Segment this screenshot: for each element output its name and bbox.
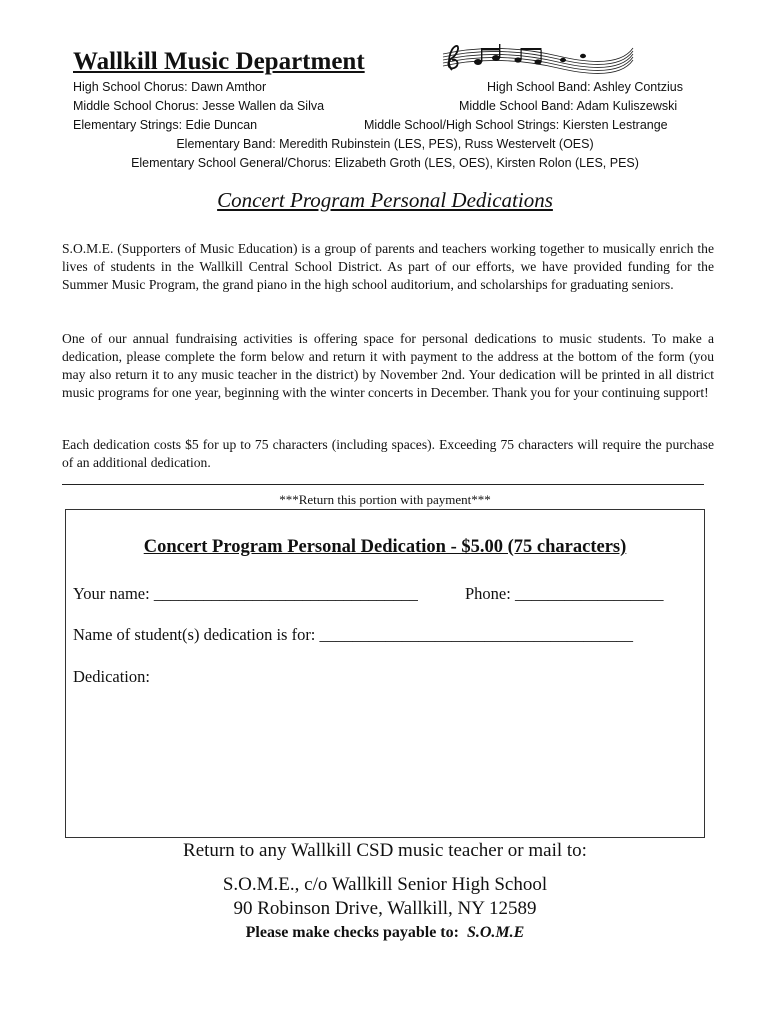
mailing-address-line2: 90 Robinson Drive, Wallkill, NY 12589 [233, 898, 537, 919]
page-subtitle: Concert Program Personal Dedications [217, 188, 553, 212]
checks-payable-note [0, 924, 770, 942]
mailing-address-line1: S.O.M.E., c/o Wallkill Senior High School [222, 874, 548, 895]
staff-hs-chorus: High School Chorus: Dawn Amthor [73, 80, 267, 94]
music-notes-logo [438, 40, 638, 80]
checks-label: Please make checks payable to: [245, 924, 459, 941]
return-portion-note: ***Return this portion with payment*** [279, 492, 491, 507]
staff-ms-chorus: Middle School Chorus: Jesse Wallen da Silva [73, 99, 325, 113]
form-title: Concert Program Personal Dedication - $5.00 (75 characters) [143, 537, 627, 557]
staff-ms-band: Middle School Band: Adam Kuliszewski [459, 99, 678, 113]
dedication-field-label[interactable]: Dedication: [73, 667, 150, 686]
instructions-paragraph: One of our annual fundraising activities is offering space for personal dedications to music students. To make a dedication, please complete the form below and return it with payment to the address at the bottom of the form (you may also return it to any music teacher in the district) by November 2nd. Your dedication will be printed in all district music programs for one year, beginning with the winter concerts in December. Thank you for your continuing support! [62, 331, 714, 400]
student-name-field[interactable]: Name of student(s) dedication is for: ______________________________________ [73, 625, 634, 644]
staff-elem-strings: Elementary Strings: Edie Duncan [73, 118, 258, 132]
department-title: Wallkill Music Department [73, 48, 365, 75]
mail-instruction: Return to any Wallkill CSD music teacher or mail to: [183, 840, 587, 861]
intro-paragraph: S.O.M.E. (Supporters of Music Education) is a group of parents and teachers working together to musically enrich the lives of students in the Wallkill Central School District. As part of our efforts, we have provided funding for the Summer Music Program, the grand piano in the high school auditorium, and scholarships for graduating seniors. [62, 241, 714, 292]
cut-line-divider [62, 484, 704, 485]
staff-mshs-strings: Middle School/High School Strings: Kiersten Lestrange [364, 118, 668, 132]
phone-field[interactable]: Phone: __________________ [465, 584, 664, 603]
staff-elem-band: Elementary Band: Meredith Rubinstein (LES, PES), Russ Westervelt (OES) [176, 137, 594, 151]
your-name-field[interactable]: Your name: ________________________________ [73, 584, 418, 603]
staff-hs-band: High School Band: Ashley Contzius [487, 80, 683, 94]
staff-elem-general: Elementary School General/Chorus: Elizabeth Groth (LES, OES), Kirsten Rolon (LES, PES) [131, 156, 639, 170]
dedication-form-box [65, 509, 705, 838]
checks-payee: S.O.M.E [466, 924, 525, 941]
pricing-paragraph: Each dedication costs $5 for up to 75 characters (including spaces). Exceeding 75 characters will require the purchase of an additional dedication. [62, 437, 714, 470]
